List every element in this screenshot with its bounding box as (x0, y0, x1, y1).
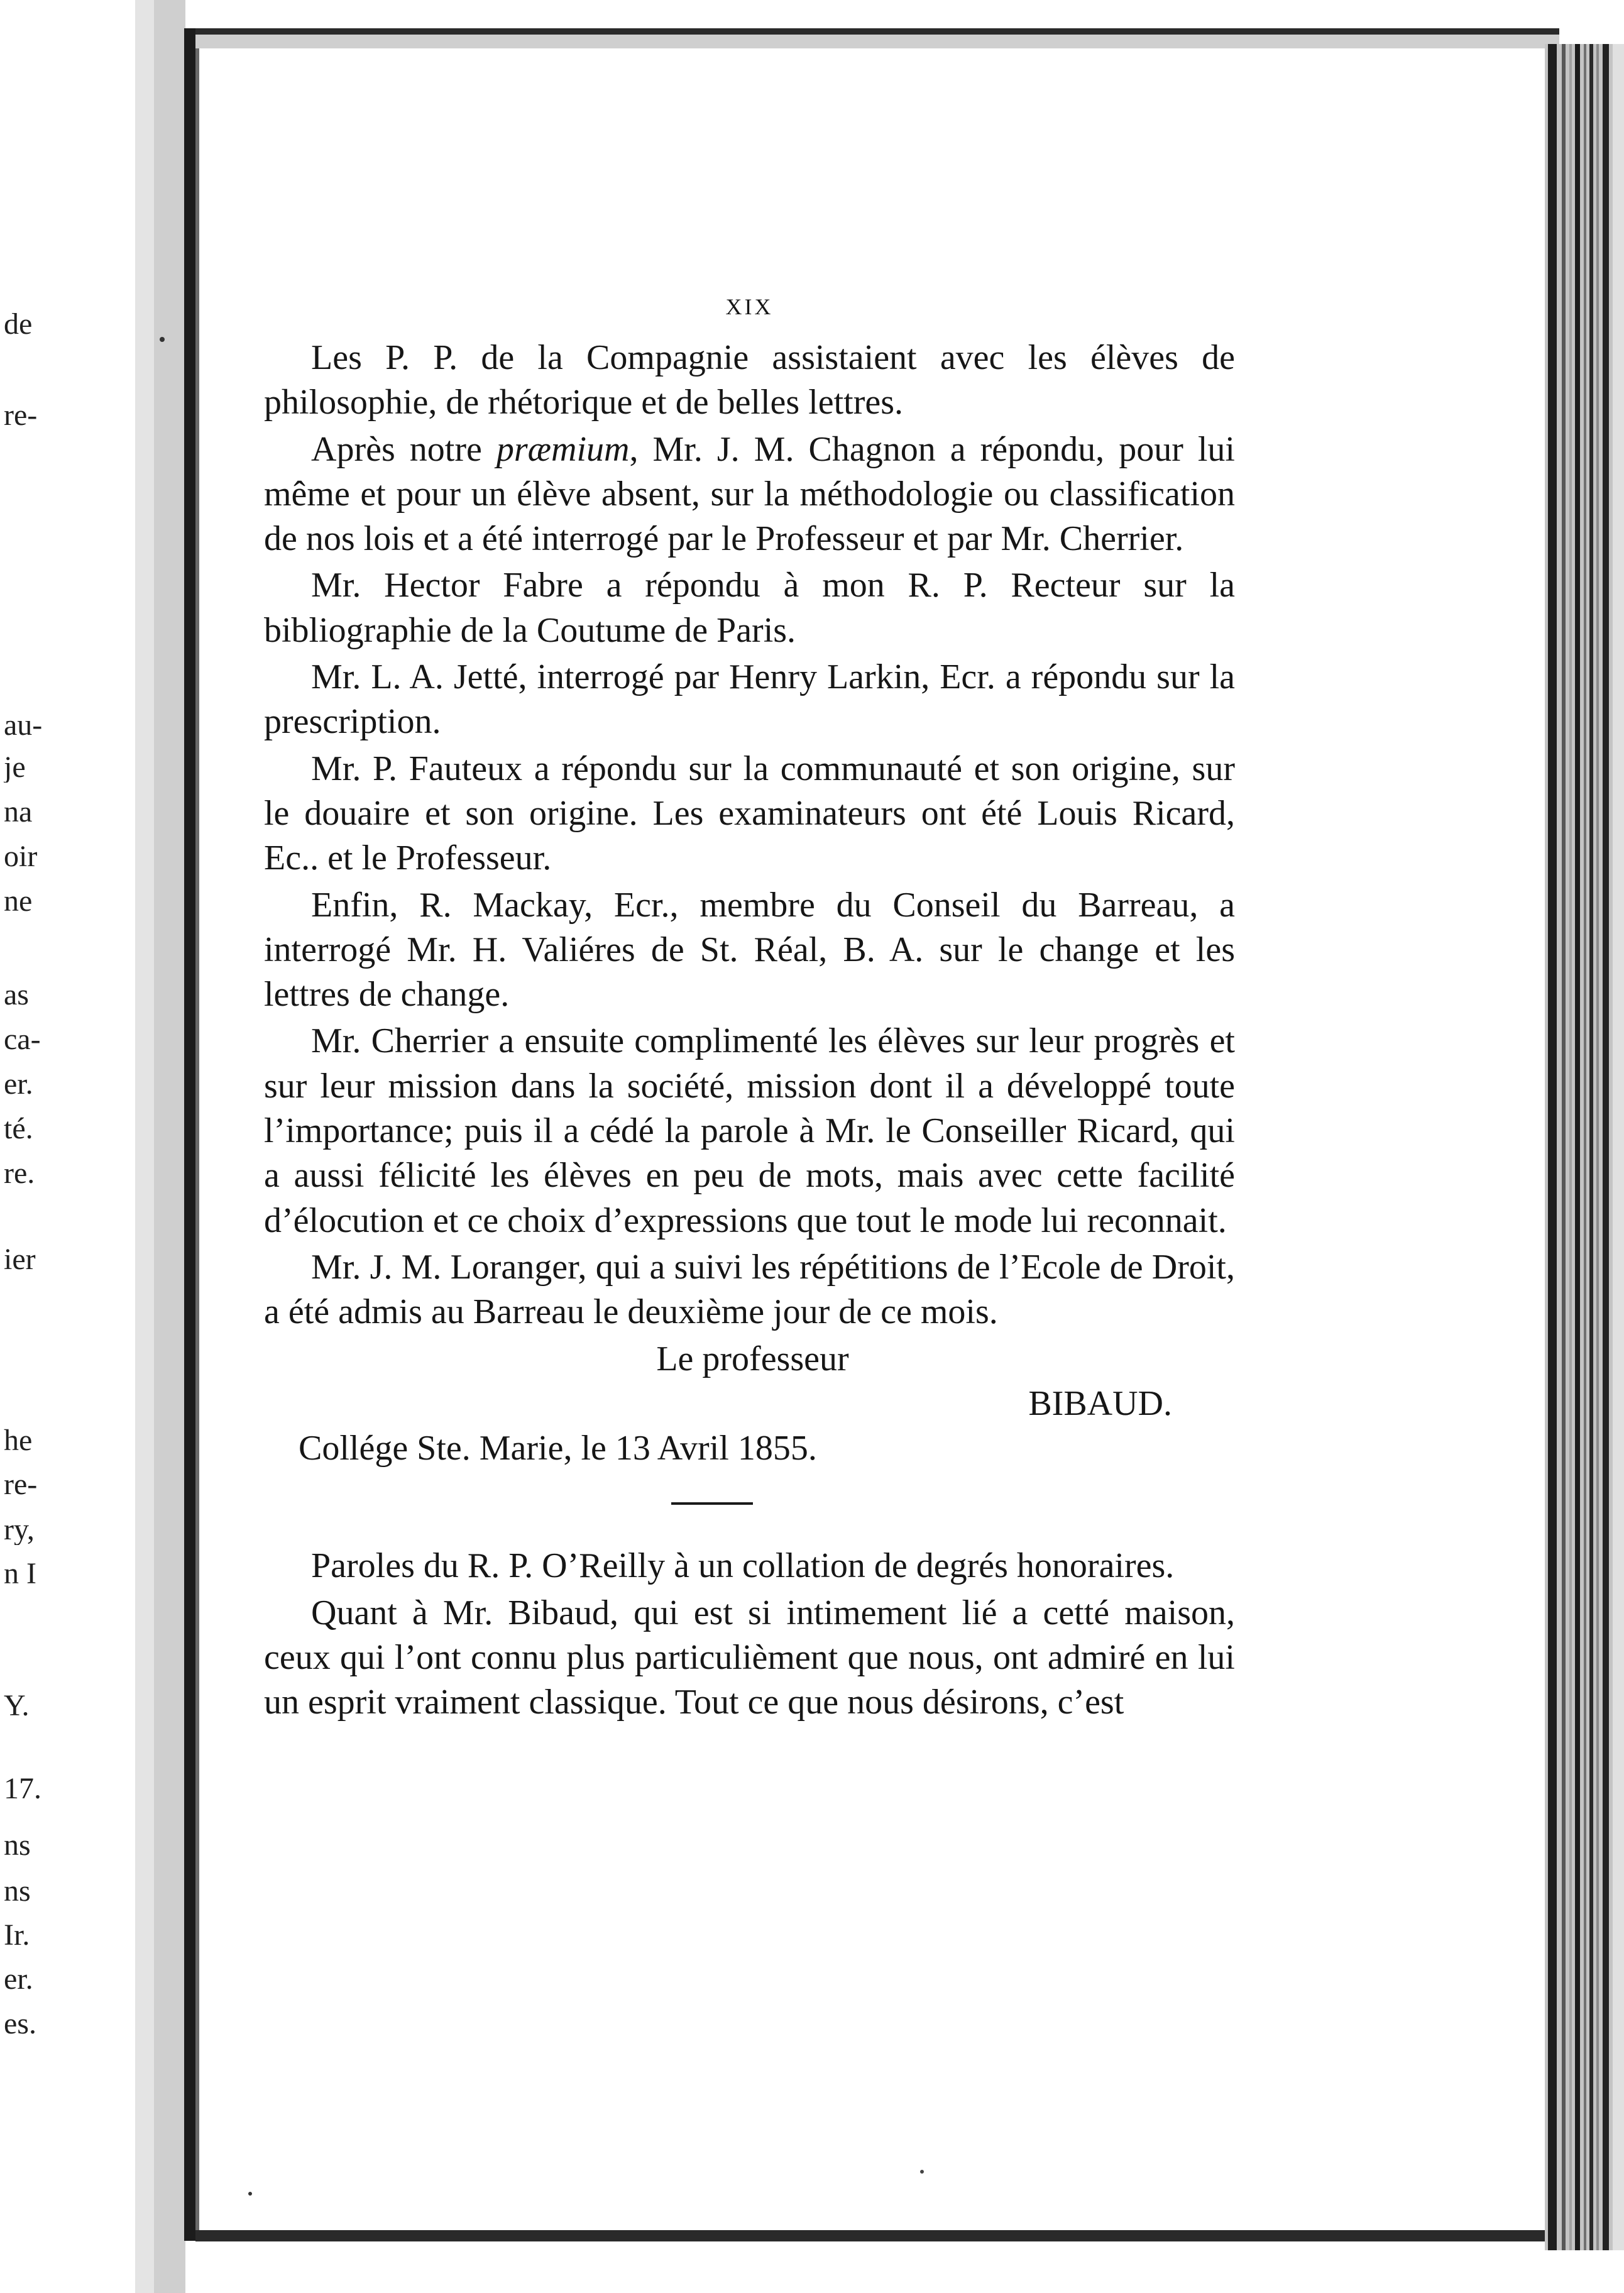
speck (920, 2170, 924, 2174)
left-page-fragment: ns (4, 1830, 31, 1861)
paragraph-3: Mr. Hector Fabre a répondu à mon R. P. Recteur sur la bibliographie de la Coutume de Paris. (264, 566, 1235, 650)
left-page-fragment: er. (4, 1069, 33, 1099)
left-page-fragment: ne (4, 886, 33, 916)
paragraph-8: Mr. J. M. Loranger, qui a suivi les répétitions de l’Ecole de Droit, a été admis au Barreau le deuxième jour de ce mois. (264, 1247, 1235, 1332)
left-page-fragment: de (4, 309, 33, 339)
left-page-fragment: au- (4, 710, 43, 740)
bottom-shadow (195, 2230, 1559, 2241)
left-page-fragment: re- (4, 1470, 38, 1500)
page-body (264, 295, 1235, 1727)
signoff-name: BIBAUD. (1028, 1383, 1172, 1423)
left-page-fragment: as (4, 980, 29, 1010)
paragraph-9: Paroles du R. P. O’Reilly à un collation de degrés honoraires. (311, 1546, 1175, 1586)
left-page-fragment: oir (4, 842, 38, 872)
paragraph-2-end: , Mr. J. M. Chagnon a répondu, pour lui même et pour un élève absent, sur la méthodologie ou classification de nos lois et a été interrogé par le Professeur et par Mr. Cherrier. (264, 429, 1235, 559)
left-page-fragment: na (4, 797, 33, 827)
paragraph-1: Les P. P. de la Compagnie assistaient avec les élèves de philosophie, de rhétorique et de belles lettres. (264, 338, 1235, 422)
page-number: XIX (725, 294, 774, 319)
left-page-fragment: Y. (4, 1691, 30, 1721)
left-page-fragment: he (4, 1426, 33, 1456)
left-page-fragment: té. (4, 1114, 33, 1144)
section-divider (671, 1502, 753, 1505)
left-page-fragment: ca- (4, 1025, 41, 1055)
speck (160, 337, 165, 342)
paragraph-6: Enfin, R. Mackay, Ecr., membre du Conseil du Barreau, a interrogé Mr. H. Valiéres de St. Réal, B. A. sur le change et les lettres de change. (264, 885, 1235, 1015)
speck (248, 2192, 252, 2196)
left-page-fragment: re. (4, 1158, 35, 1189)
book-spine (184, 28, 195, 2241)
paragraph-4: Mr. L. A. Jetté, interrogé par Henry Larkin, Ecr. a répondu sur la prescription. (264, 657, 1235, 742)
left-page-fragment: ns (4, 1876, 31, 1906)
left-page-fragment: Ir. (4, 1920, 30, 1950)
paragraph-5: Mr. P. Fauteux a répondu sur la communauté et son origine, sur le douaire et son origine. Les examinateurs ont été Louis Ricard, Ec.. et le Professeur. (264, 749, 1235, 878)
paragraph-10: Quant à Mr. Bibaud, qui est si intimement lié a cetté maison, ceux qui l’ont connu plus particulièment que nous, ont admiré en lui un esprit vraiment classique. Tout ce que nous désirons, c’est (264, 1593, 1235, 1722)
left-page-fragment: ier (4, 1245, 36, 1275)
left-page-fragment: je (4, 752, 26, 783)
signoff-title: Le professeur (656, 1339, 849, 1378)
paragraph-2-start: Après notre (311, 429, 497, 469)
left-page-fragment: ry, (4, 1515, 35, 1545)
paragraph-7: Mr. Cherrier a ensuite complimenté les élèves sur leur progrès et sur leur mission dans la société, mission dont il a développé toute l’importance; puis il a cédé la parole à Mr. le Conseiller Ricard, qui a aussi félicité les élèves en peu de mots, mais avec cette facilité d’élocution et ce choix d’expressions que tout le mode lui reconnait. (264, 1021, 1235, 1240)
dateline: Collége Ste. Marie, le 13 Avril 1855. (299, 1429, 817, 1468)
paragraph-2 (264, 427, 1235, 562)
left-page-fragment: re- (4, 400, 38, 431)
left-page-fragment: es. (4, 2009, 36, 2039)
left-page-fragment: 17. (4, 1774, 41, 1804)
top-shadow (195, 28, 1559, 35)
left-page-fragment: n I (4, 1559, 36, 1589)
left-page-fragment: er. (4, 1964, 33, 1994)
paragraph-2-italic: præmium (496, 429, 630, 469)
